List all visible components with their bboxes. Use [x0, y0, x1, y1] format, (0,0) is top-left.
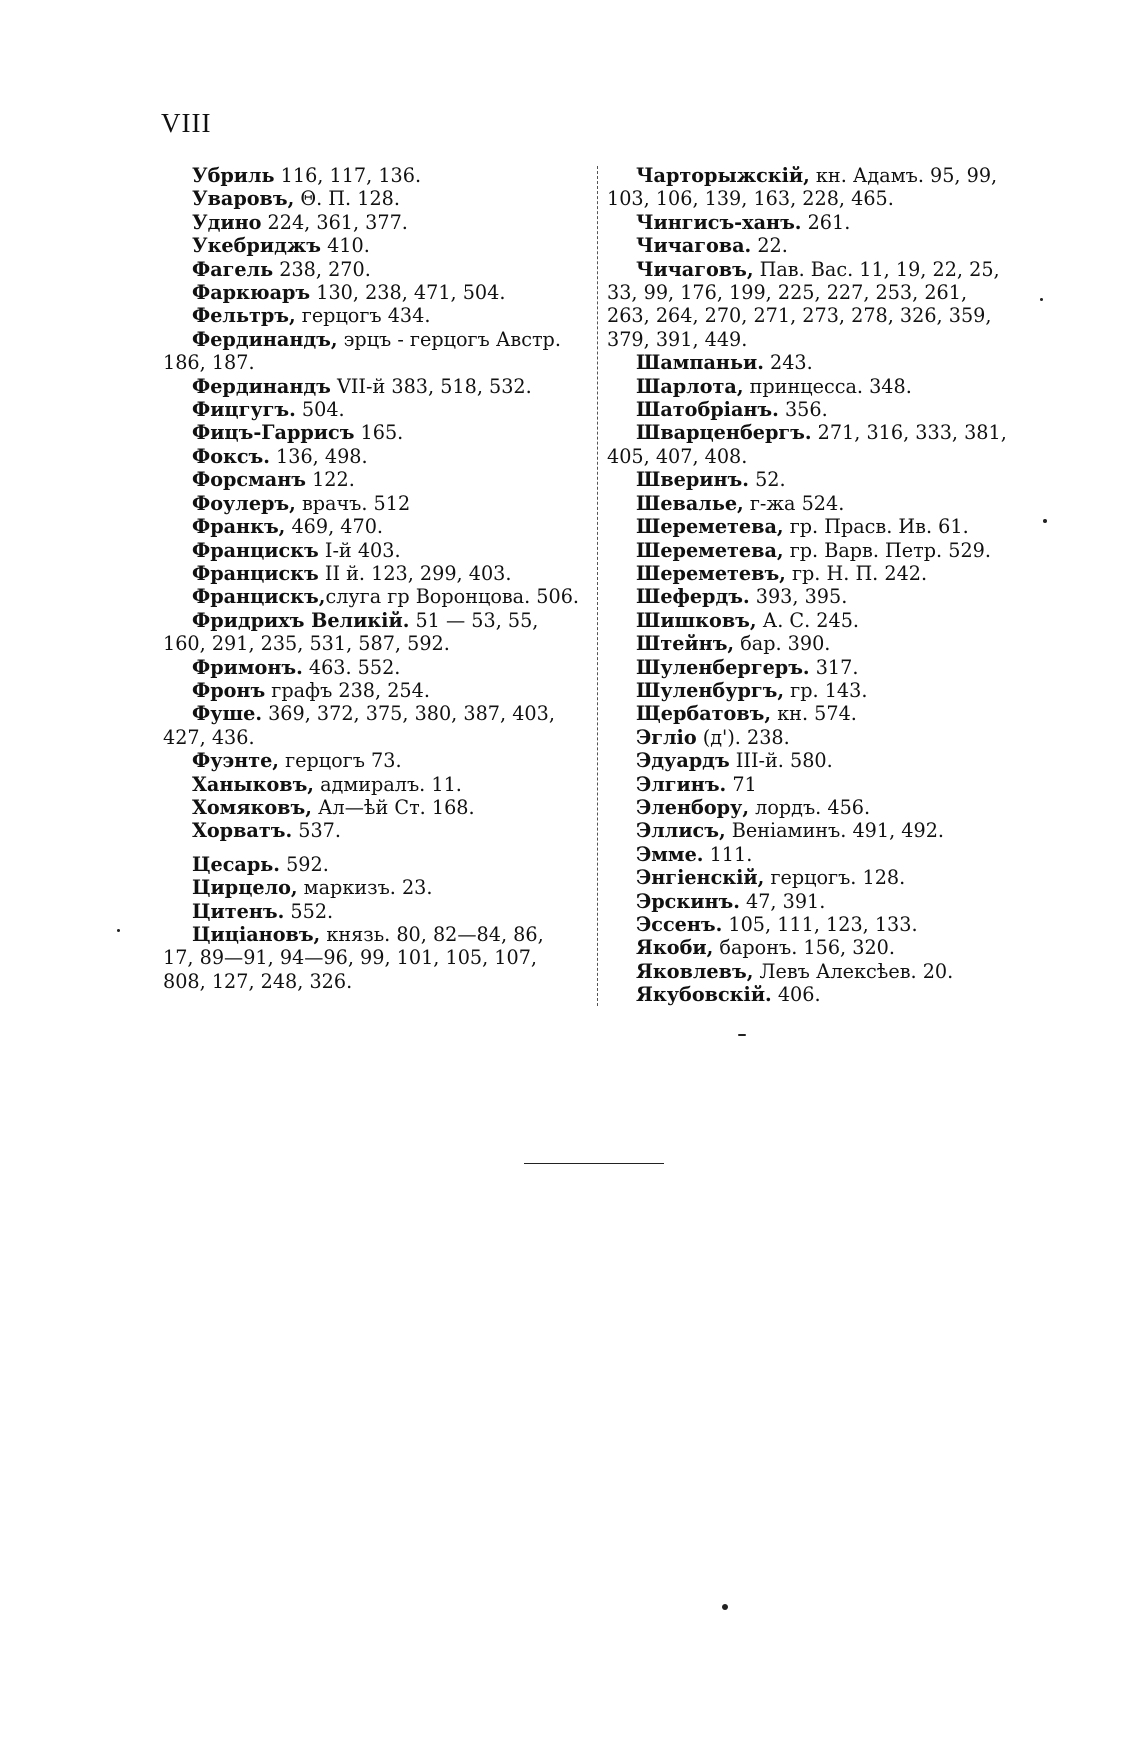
index-entry-line [163, 749, 593, 772]
index-entry-name: Эллисъ, [636, 819, 726, 843]
index-column-right [607, 164, 1037, 1007]
index-column-left [163, 164, 593, 993]
index-entry-name: Фагель [192, 257, 274, 281]
index-entry-pages: 165. [354, 421, 404, 445]
index-entry-name: Эмме. [636, 842, 704, 866]
index-entry [607, 983, 1037, 1006]
index-entry-line [163, 562, 593, 585]
index-entry-pages: герцогъ 73. [279, 749, 402, 773]
index-entry-name: Фримонъ. [192, 655, 303, 679]
index-entry-name: Чарторыжскій, [636, 164, 810, 187]
index-entry-pages: 136, 498. [269, 444, 368, 468]
index-entry-pages: г-жа 524. [743, 491, 845, 515]
index-entry-pages: 356. [778, 398, 828, 422]
index-entry [607, 164, 1037, 211]
index-entry-pages: 52. [748, 468, 786, 492]
index-entry [163, 187, 593, 210]
index-entry [163, 773, 593, 796]
index-entry-name: Фердинандъ, [192, 327, 338, 351]
index-entry-pages: 261. [801, 210, 851, 234]
index-entry-name: Щербатовъ, [636, 702, 772, 726]
index-entry-name: Шефердъ. [636, 585, 750, 609]
index-entry-line [607, 936, 1037, 959]
index-entry-line [607, 375, 1037, 398]
index-entry [163, 702, 593, 749]
index-entry [163, 468, 593, 491]
index-entry-line [607, 913, 1037, 936]
index-entry [607, 890, 1037, 913]
index-entry-name: Шарлота, [636, 374, 744, 398]
index-entry-pages: 504. [295, 398, 345, 422]
index-entry-name: Шатобріанъ. [636, 398, 779, 422]
index-entry-line [607, 562, 1037, 585]
index-entry-name: Хомяковъ, [192, 795, 312, 819]
index-entry [607, 773, 1037, 796]
index-entry [607, 936, 1037, 959]
index-entry-name: Якубовскій. [636, 983, 772, 1007]
index-entry-name: Шуленбургъ, [636, 678, 785, 702]
index-entry [607, 960, 1037, 983]
index-entry-pages: гр. Прасв. Ив. 61. [783, 515, 969, 539]
index-entry-name: Шереметева, [636, 538, 784, 562]
index-entry-name: Энгіенскій, [636, 866, 765, 890]
index-entry-continuation: 103, 106, 139, 163, 228, 465. [607, 187, 894, 211]
index-entry-pages: 552. [284, 899, 334, 923]
index-entry-line [163, 304, 593, 327]
index-entry [607, 726, 1037, 749]
index-entry-pages: принцесса. 348. [743, 374, 912, 398]
index-entry-line [607, 211, 1037, 234]
column-divider [597, 166, 598, 1006]
index-entry-pages: врачъ. 512 [295, 491, 411, 515]
index-entry-line [607, 866, 1037, 889]
index-entry-line [607, 351, 1037, 374]
index-entry-pages: гр. 143. [784, 678, 868, 702]
index-entry-line [163, 421, 593, 444]
index-entry-line [607, 492, 1037, 515]
index-entry-pages: кн. Адамъ. 95, 99, [809, 164, 998, 187]
index-entry-pages: баронъ. 156, 320. [713, 936, 895, 960]
index-entry-line [607, 679, 1037, 702]
index-entry [163, 258, 593, 281]
index-entry [163, 923, 593, 993]
index-entry-name: Фаркюаръ [192, 281, 311, 305]
index-entry-pages: Ал—ѣй Ст. 168. [311, 795, 475, 819]
index-entry-line [607, 632, 1037, 655]
index-entry [163, 796, 593, 819]
index-entry [163, 421, 593, 444]
index-entry-line [163, 375, 593, 398]
index-entry-line [163, 234, 593, 257]
index-entry-pages: 22. [751, 234, 788, 258]
index-entry-name: Францискъ, [192, 585, 326, 609]
index-entry-pages: 224, 361, 377. [261, 210, 408, 234]
index-entry-pages: Пав. Вас. 11, 19, 22, 25, [753, 257, 1000, 281]
index-entry [607, 749, 1037, 772]
index-entry-name: Убриль [192, 164, 275, 187]
index-entry-name: Эленбору, [636, 795, 750, 819]
index-entry-line [607, 585, 1037, 608]
index-entry-name: Шереметевъ, [636, 561, 786, 585]
index-entry-name: Яковлевъ, [636, 959, 754, 983]
index-entry-continuation: 263, 264, 270, 271, 273, 278, 326, 359, [607, 304, 992, 328]
index-entry [163, 375, 593, 398]
index-entry-name: Эдуардъ [636, 749, 730, 773]
index-entry-pages: 369, 372, 375, 380, 387, 403, [262, 702, 555, 726]
index-entry-name: Удино [192, 210, 262, 234]
index-entry [163, 328, 593, 375]
index-entry [163, 562, 593, 585]
index-entry-continuation: 379, 391, 449. [607, 327, 748, 351]
index-entry-pages: 243. [763, 351, 813, 375]
index-entry-name: Якоби, [636, 936, 714, 960]
index-entry [607, 656, 1037, 679]
index-entry [163, 656, 593, 679]
index-entry-pages: бар. 390. [734, 632, 831, 656]
index-entry-name: Фуше. [192, 702, 262, 726]
index-entry-line [163, 853, 593, 876]
index-entry-name: Шварценбергъ. [636, 421, 812, 445]
index-entry-name: Фердинандъ [192, 374, 331, 398]
index-entry-continuation: 160, 291, 235, 531, 587, 592. [163, 632, 450, 656]
index-entry-pages: 71 [726, 772, 757, 796]
index-entry-name: Фоулеръ, [192, 491, 296, 515]
index-entry-name: Фоксъ. [192, 444, 270, 468]
index-entry-pages: 51 — 53, 55, [409, 608, 539, 632]
index-entry-line [607, 819, 1037, 842]
index-entry-pages: II й. 123, 299, 403. [318, 561, 512, 585]
index-entry-line [163, 585, 593, 608]
index-entry-name: Шишковъ, [636, 608, 757, 632]
index-entry-pages: 47, 391. [739, 889, 826, 913]
index-entry-name: Фридрихъ Великій. [192, 608, 410, 632]
index-entry [607, 375, 1037, 398]
index-entry-name: Францискъ [192, 561, 319, 585]
page-number: VIII [161, 108, 212, 138]
index-entry-name: Чингисъ-ханъ. [636, 210, 802, 234]
index-entry [607, 492, 1037, 515]
index-entry-pages: 410. [320, 234, 370, 258]
index-entry [607, 234, 1037, 257]
index-entry-name: Фицгугъ. [192, 398, 296, 422]
index-entry-pages: адмиралъ. 11. [313, 772, 462, 796]
index-entry-pages: 463. 552. [302, 655, 401, 679]
index-entry [163, 539, 593, 562]
index-entry-line [163, 164, 593, 187]
index-entry-line [163, 819, 593, 842]
index-entry-pages: 111. [703, 842, 753, 866]
index-entry [163, 749, 593, 772]
index-entry [163, 819, 593, 842]
index-entry-pages: VII-й 383, 518, 532. [330, 374, 532, 398]
index-entry [607, 398, 1037, 421]
index-entry [163, 609, 593, 656]
index-entry-pages: 271, 316, 333, 381, [811, 421, 1007, 445]
index-entry-line [163, 445, 593, 468]
index-entry [607, 819, 1037, 842]
index-entry-name: Эрскинъ. [636, 889, 740, 913]
index-entry [607, 796, 1037, 819]
end-rule [524, 1163, 664, 1164]
index-entry-line [607, 398, 1037, 421]
index-entry-name: Циціановъ, [192, 923, 321, 946]
index-entry-name: Форсманъ [192, 468, 306, 492]
index-entry-pages: 537. [292, 819, 341, 843]
index-entry-pages: герцогъ. 128. [764, 866, 906, 890]
index-entry [163, 164, 593, 187]
index-entry-line [163, 679, 593, 702]
index-entry-line [607, 749, 1037, 772]
index-entry-name: Чичагова. [636, 234, 752, 258]
index-entry-pages: Левъ Алексѣев. 20. [753, 959, 954, 983]
index-entry-pages: I-й 403. [318, 538, 401, 562]
index-entry-continuation: 33, 99, 176, 199, 225, 227, 253, 261, [607, 281, 968, 305]
index-entry-pages: 317. [809, 655, 859, 679]
index-entry-line [163, 773, 593, 796]
index-entry-pages: 238, 270. [273, 257, 371, 281]
index-entry-line [607, 421, 1037, 444]
index-entry [607, 515, 1037, 538]
index-entry-name: Цесарь. [192, 852, 280, 876]
index-entry-pages: маркизъ. 23. [297, 876, 433, 900]
index-entry-line [607, 234, 1037, 257]
index-entry-line [607, 609, 1037, 632]
index-entry-pages: Веніаминъ. 491, 492. [725, 819, 945, 843]
index-entry-line [607, 468, 1037, 491]
index-entry-line [163, 211, 593, 234]
index-entry [163, 900, 593, 923]
index-entry-pages: гр. Н. П. 242. [785, 561, 928, 585]
index-entry-name: Шевалье, [636, 491, 744, 515]
index-entry-continuation: 808, 127, 248, 326. [163, 969, 353, 993]
index-entry-pages: 105, 111, 123, 133. [722, 913, 918, 936]
index-entry-line [163, 539, 593, 562]
index-entry-pages: III-й. 580. [729, 749, 833, 773]
index-entry [607, 843, 1037, 866]
index-entry-pages: Θ. П. 128. [294, 187, 400, 211]
index-entry-line [607, 796, 1037, 819]
index-entry-name: Фельтръ, [192, 304, 296, 328]
index-entry-line [607, 773, 1037, 796]
index-entry-name: Шампаньи. [636, 351, 764, 375]
index-entry-line [163, 923, 593, 946]
index-entry-line [163, 281, 593, 304]
index-entry-pages: А. С. 245. [756, 608, 860, 632]
index-entry-pages: эрцъ - герцогъ Австр. [337, 327, 561, 351]
index-entry [607, 609, 1037, 632]
index-entry-line [163, 900, 593, 923]
index-entry-pages: князь. 80, 82—84, 86, [320, 923, 544, 946]
index-entry-line [607, 656, 1037, 679]
index-entry-line [607, 960, 1037, 983]
index-entry-name: Цитенъ. [192, 899, 285, 923]
index-entry [163, 585, 593, 608]
index-entry-line [163, 515, 593, 538]
index-entry-name: Чичаговъ, [636, 257, 754, 281]
index-entry-line [163, 187, 593, 210]
index-entry-line [163, 656, 593, 679]
index-entry [607, 866, 1037, 889]
index-entry [607, 913, 1037, 936]
index-entry-line [607, 702, 1037, 725]
index-entry-pages: (д'). 238. [696, 725, 790, 749]
index-entry-line [163, 328, 593, 351]
index-entry-line [163, 609, 593, 632]
index-entry-name: Фуэнте, [192, 749, 279, 773]
index-entry-name: Шуленбергеръ. [636, 655, 810, 679]
index-entry-name: Фицъ-Гаррисъ [192, 421, 355, 445]
index-entry-line [607, 164, 1037, 187]
index-entry [163, 304, 593, 327]
index-entry-name: Цирцело, [192, 876, 298, 900]
index-entry [163, 211, 593, 234]
index-entry-pages: 122. [305, 468, 355, 492]
index-entry [607, 702, 1037, 725]
index-entry [607, 585, 1037, 608]
index-entry [607, 421, 1037, 468]
index-entry-line [607, 890, 1037, 913]
index-entry-pages: герцогъ 434. [295, 304, 431, 328]
index-entry [163, 281, 593, 304]
index-entry-name: Хорватъ. [192, 819, 293, 843]
index-entry [607, 679, 1037, 702]
index-entry-line [607, 983, 1037, 1006]
index-entry-name: Эглiо [636, 725, 697, 749]
index-entry-line [163, 398, 593, 421]
index-entry-name: Уваровъ, [192, 187, 295, 211]
index-entry-name: Штейнъ, [636, 632, 735, 656]
index-entry-name: Укебриджъ [192, 234, 321, 258]
ink-speck [722, 1604, 728, 1610]
index-entry [163, 398, 593, 421]
index-entry [163, 679, 593, 702]
ink-speck [1043, 519, 1047, 523]
index-entry-pages: 406. [771, 983, 821, 1007]
index-entry-pages: лордъ. 456. [749, 795, 871, 819]
index-entry [163, 445, 593, 468]
index-entry-name: Франкъ, [192, 515, 286, 539]
index-entry [607, 258, 1037, 352]
index-entry-line [607, 726, 1037, 749]
index-entry-name: Элгинъ. [636, 772, 727, 796]
index-entry-line [163, 258, 593, 281]
index-entry-continuation: 186, 187. [163, 351, 255, 375]
index-entry-continuation: 17, 89—91, 94—96, 99, 101, 105, 107, [163, 946, 538, 970]
index-entry [607, 351, 1037, 374]
index-entry-pages: 592. [279, 852, 329, 876]
index-entry-line [163, 468, 593, 491]
index-entry-line [163, 492, 593, 515]
ink-speck [1040, 298, 1043, 301]
index-entry-line [163, 702, 593, 725]
index-entry [607, 632, 1037, 655]
index-entry-pages: кн. 574. [771, 702, 857, 726]
index-entry-pages: 116, 117, 136. [274, 164, 422, 187]
index-entry-line [607, 515, 1037, 538]
index-entry-name: Шверинъ. [636, 468, 749, 492]
index-entry-continuation: 405, 407, 408. [607, 444, 748, 468]
index-entry-name: Францискъ [192, 538, 319, 562]
index-entry-pages: 130, 238, 471, 504. [310, 281, 506, 305]
index-entry-pages: гр. Варв. Петр. 529. [783, 538, 991, 562]
index-entry [163, 876, 593, 899]
index-entry [607, 211, 1037, 234]
index-entry-name: Фронъ [192, 678, 266, 702]
index-entry-pages: графъ 238, 254. [265, 678, 430, 702]
index-entry-line [607, 843, 1037, 866]
index-entry-name: Ханыковъ, [192, 772, 314, 796]
index-entry-line [607, 539, 1037, 562]
index-entry [163, 234, 593, 257]
index-entry [607, 539, 1037, 562]
index-entry [163, 515, 593, 538]
index-entry-line [163, 796, 593, 819]
index-entry-pages: 469, 470. [285, 515, 384, 539]
ink-speck [117, 929, 120, 932]
index-entry [163, 492, 593, 515]
index-entry-line [607, 258, 1037, 281]
ink-speck [738, 1034, 746, 1036]
index-entry-continuation: 427, 436. [163, 725, 255, 749]
index-entry-pages: слуга гр Воронцова. 506. [325, 585, 580, 609]
index-entry-name: Шереметева, [636, 515, 784, 539]
index-entry [607, 468, 1037, 491]
index-entry [163, 853, 593, 876]
index-entry-pages: 393, 395. [749, 585, 848, 609]
index-entry-name: Эссенъ. [636, 913, 723, 936]
index-entry [607, 562, 1037, 585]
index-entry-line [163, 876, 593, 899]
